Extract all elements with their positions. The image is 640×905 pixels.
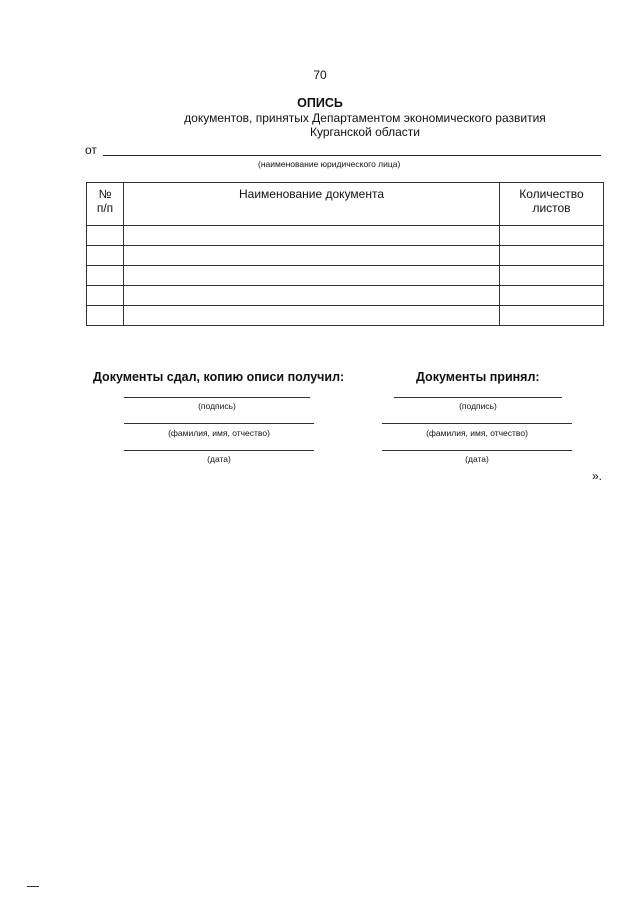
cell-document-name[interactable] [124,306,500,326]
header-sheet-count [500,183,604,226]
closing-quote: ». [592,469,603,483]
cell-number[interactable] [87,306,124,326]
receiver-date-field[interactable] [382,450,572,451]
cell-sheet-count[interactable] [500,266,604,286]
header-sheets-line-2: листов [532,201,571,215]
cell-document-name[interactable] [124,226,500,246]
receiver-heading: Документы принял: [416,370,540,384]
submitter-signature-field[interactable] [124,397,310,398]
page-number: 70 [313,68,327,82]
header-number-line-1: № [98,187,112,201]
cell-number[interactable] [87,286,124,306]
document-subtitle [0,111,640,139]
submitter-date-field[interactable] [124,450,314,451]
header-number-line-2: п/п [96,201,114,215]
table-row [87,246,604,266]
submitter-heading: Документы сдал, копию описи получил: [93,370,345,384]
cell-sheet-count[interactable] [500,306,604,326]
cell-number[interactable] [87,246,124,266]
submitter-name-caption: (фамилия, имя, отчество) [168,428,270,438]
from-label: от [85,143,97,157]
cell-document-name[interactable] [124,286,500,306]
receiver-signature-caption: (подпись) [459,401,497,411]
cell-number[interactable] [87,266,124,286]
receiver-name-field[interactable] [382,423,572,424]
document-title: ОПИСЬ [297,96,343,110]
header-document-name: Наименование документа [124,183,500,226]
legal-entity-caption: (наименование юридического лица) [258,159,401,169]
cell-document-name[interactable] [124,246,500,266]
submitter-date-caption: (дата) [207,454,231,464]
table-row [87,226,604,246]
header-number [87,183,124,226]
receiver-name-caption: (фамилия, имя, отчество) [426,428,528,438]
cell-sheet-count[interactable] [500,226,604,246]
table-row [87,266,604,286]
documents-table [86,182,604,326]
subtitle-line-1: документов, принятых Департаментом экономического развития [184,111,546,125]
header-sheets-line-1: Количество [519,187,584,201]
table-row [87,286,604,306]
submitter-signature-caption: (подпись) [198,401,236,411]
cell-number[interactable] [87,226,124,246]
subtitle-line-2: Курганской области [310,125,420,139]
receiver-date-caption: (дата) [465,454,489,464]
cell-sheet-count[interactable] [500,246,604,266]
cell-document-name[interactable] [124,266,500,286]
cell-sheet-count[interactable] [500,286,604,306]
submitter-name-field[interactable] [124,423,314,424]
legal-entity-field[interactable] [103,155,601,156]
table-row [87,306,604,326]
receiver-signature-field[interactable] [394,397,562,398]
table-header-row [87,183,604,226]
footer-rule [27,886,39,887]
